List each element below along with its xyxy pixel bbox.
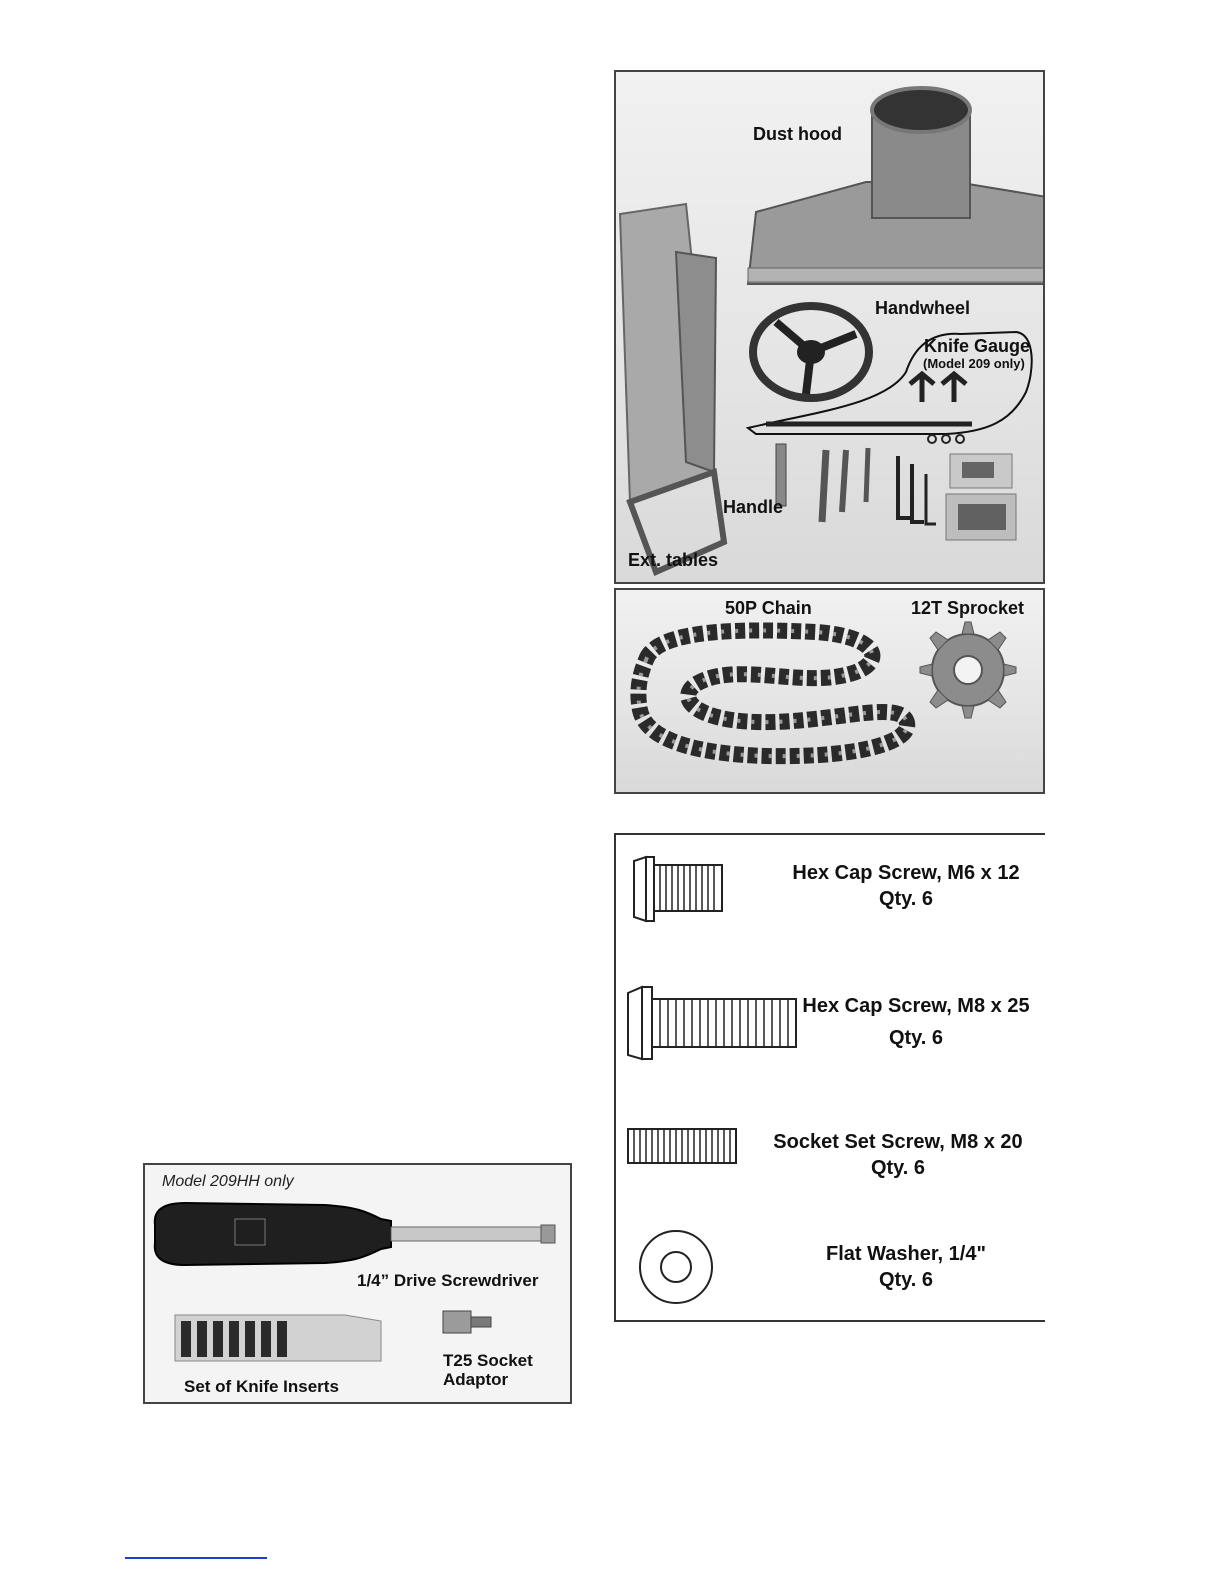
hardware-item-2-qty: Qty. 6 (888, 1027, 944, 1049)
accessories-illustration (616, 72, 1045, 584)
screwdriver-label: 1/4” Drive Screwdriver (357, 1271, 539, 1290)
hardware-item-1 (756, 860, 1056, 912)
hex-key-shape (898, 456, 910, 518)
chain-sprocket-illustration (616, 590, 1045, 794)
socket-adaptor-label-line2: Adaptor (443, 1370, 509, 1389)
knife-gauge-label: Knife Gauge (924, 336, 1031, 356)
hardware-item-1-name: Hex Cap Screw, M6 x 12 (792, 862, 1020, 884)
sprocket-shape (920, 622, 1016, 718)
handle-label: Handle (723, 497, 784, 517)
screwdriver-shaft-shape (391, 1227, 551, 1241)
accessories-photo (614, 70, 1045, 584)
hardware-item-1-qty: Qty. 6 (878, 888, 934, 910)
hex-cap-screw-m8-icon (628, 987, 642, 1059)
footer-link-underline (125, 1557, 267, 1559)
hardware-item-3-qty: Qty. 6 (870, 1157, 926, 1179)
ext-tables-label: Ext. tables (628, 550, 719, 570)
hex-cap-screw-m6-icon (634, 857, 646, 921)
model-209hh-photo (143, 1163, 572, 1404)
hardware-item-4 (756, 1241, 1056, 1293)
knife-gauge-note: (Model 209 only) (923, 356, 1025, 371)
wrench-shape (822, 450, 826, 522)
dust-hood-label: Dust hood (753, 124, 842, 144)
socket-adaptor-shape (443, 1311, 471, 1333)
hardware-panel (614, 833, 1045, 1322)
hardware-item-2-name: Hex Cap Screw, M8 x 25 (802, 995, 1030, 1017)
hardware-item-2 (766, 993, 1066, 1051)
knife-inserts-label: Set of Knife Inserts (184, 1377, 339, 1396)
chain-sprocket-photo (614, 588, 1045, 794)
chain-label: 50P Chain (725, 598, 812, 618)
hardware-item-4-qty: Qty. 6 (878, 1269, 934, 1291)
sprocket-label: 12T Sprocket (911, 598, 1025, 618)
dust-hood-opening-shape (872, 88, 970, 132)
model-209hh-caption: Model 209HH only (162, 1173, 294, 1190)
dust-hood-lip-shape (748, 268, 1045, 282)
hardware-item-4-name: Flat Washer, 1/4" (826, 1243, 986, 1265)
hardware-item-3-name: Socket Set Screw, M8 x 20 (773, 1131, 1023, 1153)
hardware-item-3 (748, 1129, 1048, 1181)
socket-adaptor-label-line1: T25 Socket (443, 1351, 533, 1370)
screwdriver-handle-shape (155, 1203, 391, 1265)
chain-shape (638, 630, 907, 756)
handwheel-label: Handwheel (875, 298, 971, 318)
